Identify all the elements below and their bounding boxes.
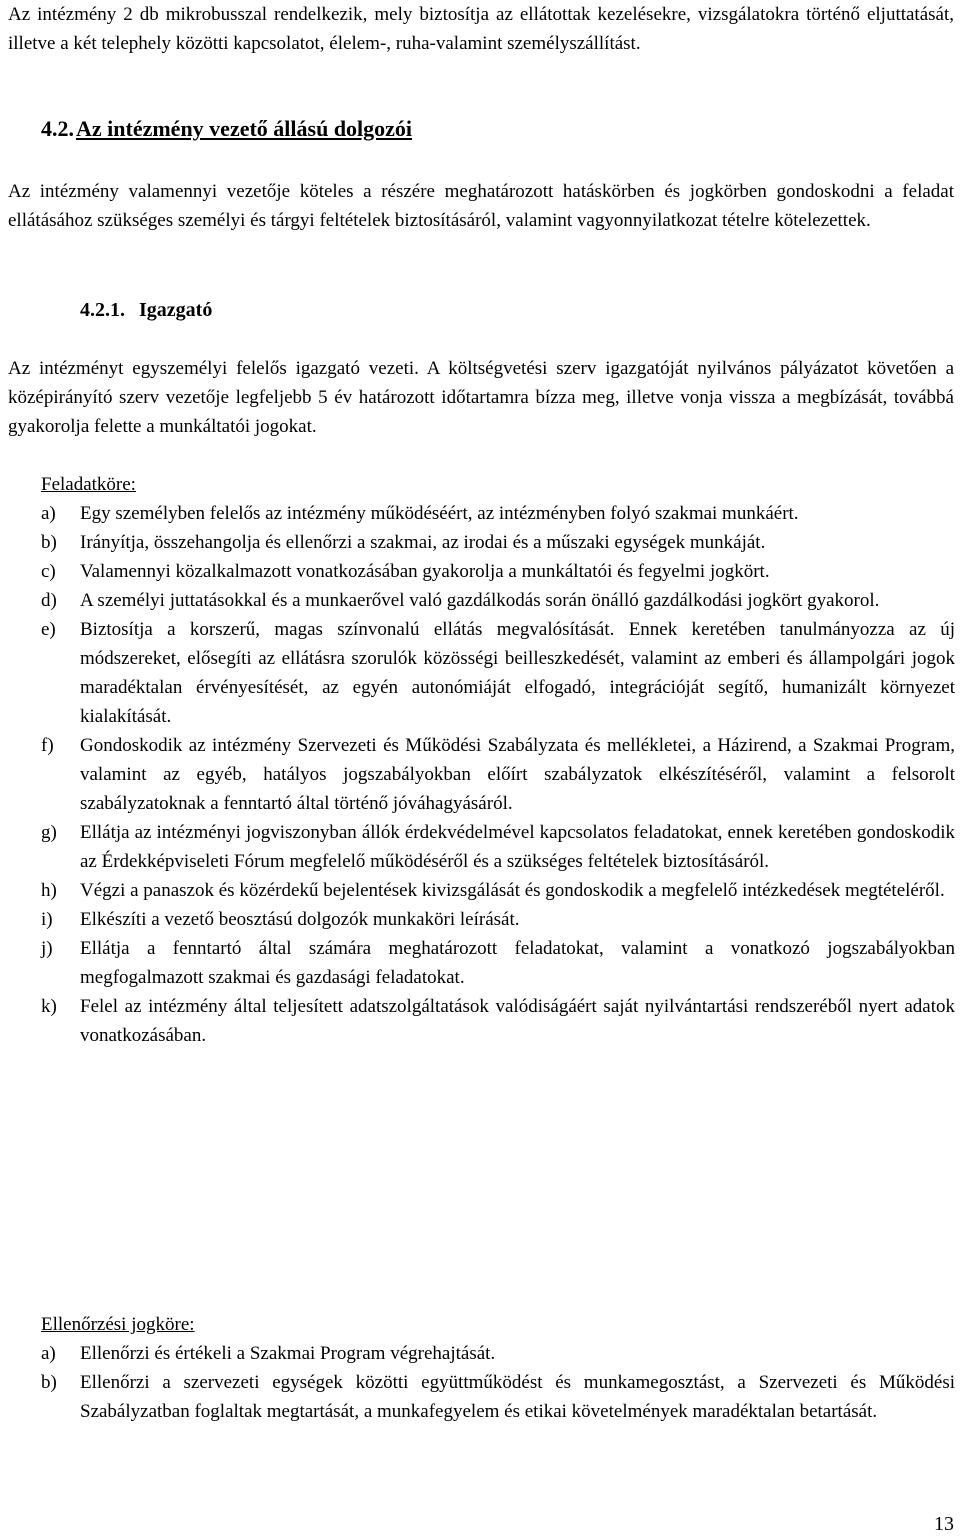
control-label: Ellenőrzési jogköre: [41, 1314, 195, 1335]
list-item-text: A személyi juttatásokkal és a munkaerővel való gazdálkodás során önálló gazdálkodási jogkört gyakorol. [80, 590, 880, 611]
subsection-number: 4.2.1. [80, 299, 125, 321]
intro-paragraph: Az intézmény 2 db mikrobusszal rendelkezik, mely biztosítja az ellátottak kezelésekre, vizsgálatokra történő eljuttatását, illetve a két telephely közötti kapcsolatot, élelem-, ruha-valamint személyszállítást. [8, 4, 954, 54]
duties-label: Feladatköre: [41, 474, 136, 495]
control-list [41, 1339, 955, 1426]
list-item [41, 731, 955, 818]
list-marker: b) [41, 1372, 57, 1393]
list-item [41, 557, 955, 586]
list-marker: c) [41, 561, 56, 582]
list-item [41, 934, 955, 992]
list-marker: b) [41, 532, 57, 553]
duties-list [41, 499, 955, 1050]
list-marker: a) [41, 503, 56, 524]
section-number: 4.2. [41, 116, 74, 141]
list-marker: h) [41, 880, 57, 901]
list-item-text: Gondoskodik az intézmény Szervezeti és Működési Szabályzata és mellékletei, a Házirend, a Szakmai Program, valamint az egyéb, hatályos jogszabályokban előírt szabályzatok elkészítéséről, valamint a felsorolt szabályzatoknak a fenntartó által történő jóváhagyásáról. [80, 735, 955, 814]
list-item [41, 1339, 955, 1368]
section-title: Az intézmény vezető állású dolgozói [76, 116, 413, 141]
list-item [41, 528, 955, 557]
list-item [41, 818, 955, 876]
list-item [41, 615, 955, 731]
subsection-heading [80, 296, 212, 325]
list-marker: k) [41, 996, 57, 1017]
list-item-text: Elkészíti a vezető beosztású dolgozók munkaköri leírását. [80, 909, 520, 930]
subsection-title: Igazgató [139, 299, 213, 321]
list-marker: d) [41, 590, 57, 611]
list-item [41, 586, 955, 615]
list-marker: g) [41, 822, 57, 843]
section-paragraph: Az intézmény valamennyi vezetője köteles a részére meghatározott hatáskörben és jogkörben gondoskodni a feladat ellátásához szükséges személyi és tárgyi feltételek biztosításáról, valamint vagyonnyilatkozat tételre kötelezettek. [8, 181, 954, 231]
list-item [41, 876, 955, 905]
list-marker: f) [41, 735, 54, 756]
section-heading [41, 114, 412, 144]
list-item-text: Valamennyi közalkalmazott vonatkozásában gyakorolja a munkáltatói és fegyelmi jogkört. [80, 561, 770, 582]
list-item-text: Végzi a panaszok és közérdekű bejelentések kivizsgálását és gondoskodik a megfelelő intézkedések megtételéről. [80, 880, 945, 901]
page-number: 13 [934, 1513, 954, 1535]
list-marker: e) [41, 619, 56, 640]
list-item [41, 499, 955, 528]
list-item [41, 992, 955, 1050]
list-item-text: Ellátja az intézményi jogviszonyban állók érdekvédelmével kapcsolatos feladatokat, ennek keretében gondoskodik az Érdekképviseleti Fórum megfelelő működéséről és a szükséges feltételek biztosításáról. [80, 822, 955, 872]
subsection-paragraph: Az intézményt egyszemélyi felelős igazgató vezeti. A költségvetési szerv igazgatóját nyilvános pályázatot követően a középirányító szerv vezetője legfeljebb 5 év határozott időtartamra bízza meg, illetve vonja vissza a megbízását, továbbá gyakorolja felette a munkáltatói jogokat. [8, 358, 954, 437]
list-item-text: Felel az intézmény által teljesített adatszolgáltatások valódiságáért saját nyilvántartási rendszeréből nyert adatok vonatkozásában. [80, 996, 955, 1046]
list-marker: j) [41, 938, 53, 959]
list-marker: a) [41, 1343, 56, 1364]
list-item-text: Irányítja, összehangolja és ellenőrzi a szakmai, az irodai és a műszaki egységek munkáját. [80, 532, 766, 553]
list-item [41, 905, 955, 934]
list-item [41, 1368, 955, 1426]
list-item-text: Ellenőrzi és értékeli a Szakmai Program végrehajtását. [80, 1343, 496, 1364]
list-item-text: Ellenőrzi a szervezeti egységek közötti együttműködést és munkamegosztást, a Szervezeti és Működési Szabályzatban foglaltak megtartását, a munkafegyelem és etikai követelmények maradéktalan betartását. [80, 1372, 955, 1422]
list-item-text: Egy személyben felelős az intézmény működéséért, az intézményben folyó szakmai munkáért. [80, 503, 799, 524]
list-item-text: Ellátja a fenntartó által számára meghatározott feladatokat, valamint a vonatkozó jogszabályokban megfogalmazott szakmai és gazdasági feladatokat. [80, 938, 955, 988]
list-item-text: Biztosítja a korszerű, magas színvonalú ellátás megvalósítását. Ennek keretében tanulmányozza az új módszereket, elősegíti az ellátásra szorulók közösségi beilleszkedését, valamint az emberi és állampolgári jogok maradéktalan érvényesítését, az egyén autonómiáját elfogadó, integrációját segítő, humanizált környezet kialakítását. [80, 619, 955, 727]
list-marker: i) [41, 909, 53, 930]
